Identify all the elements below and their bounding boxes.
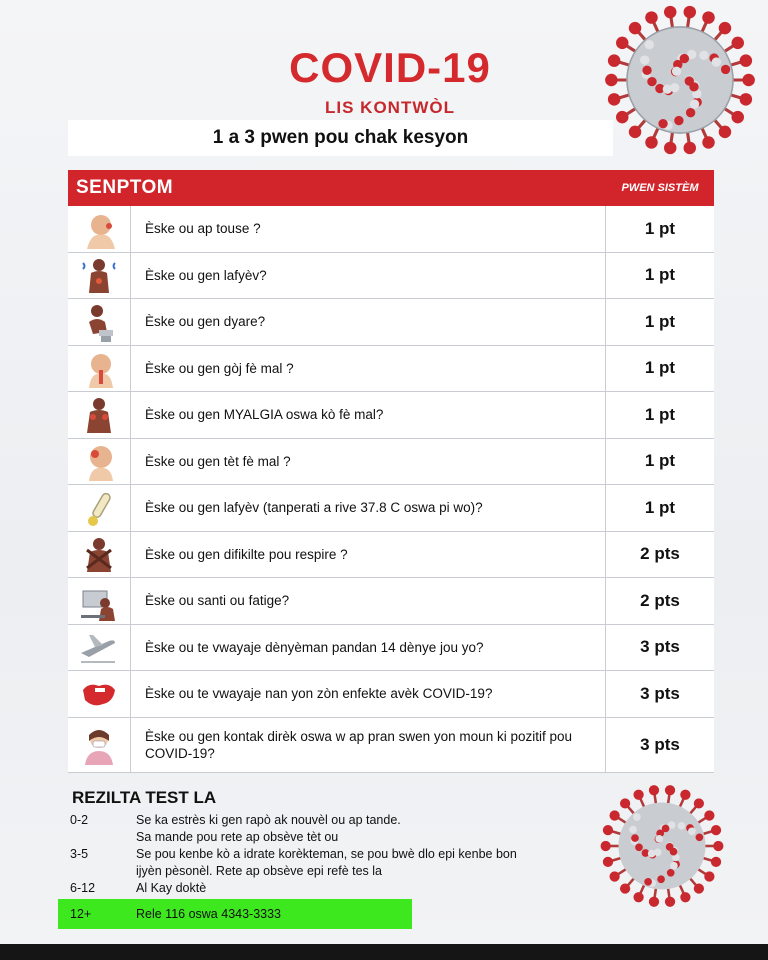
result-item: [58, 880, 598, 897]
table-row: [68, 392, 714, 439]
coronavirus-icon: [602, 2, 758, 158]
symptom-question: Èske ou gen lafyèv?: [131, 253, 606, 299]
table-row: [68, 485, 714, 532]
cough-icon: [79, 209, 119, 249]
result-item: [58, 846, 598, 880]
table-row: [68, 532, 714, 579]
page-subtitle: LIS KONTWÒL: [325, 98, 455, 117]
result-line: Se pou kenbe kò a idrate korèkteman, se pou bwè dlo epi kenbe bon: [136, 847, 517, 861]
results-list: [58, 812, 598, 929]
table-row: [68, 253, 714, 300]
symptom-points: 3 pts: [640, 637, 680, 657]
infected-map-icon: [79, 674, 119, 714]
result-line: Sa mande pou rete ap obsève tèt ou: [136, 830, 339, 844]
symptom-points: 1 pt: [644, 497, 676, 517]
points-note: 1 a 3 pwen pou chak kesyon: [68, 120, 613, 156]
symptom-question: Èske ou te vwayaje dènyèman pandan 14 dènye jou yo?: [131, 625, 606, 671]
result-item: [58, 812, 598, 846]
table-body: [68, 206, 714, 773]
column-header-symptom: SENPTOM: [76, 177, 174, 198]
table-row: [68, 671, 714, 718]
results-title: REZILTA TEST LA: [72, 788, 217, 807]
symptom-icon-cell: [68, 578, 131, 624]
symptom-icon-cell: [68, 253, 131, 299]
symptom-points: 1 pt: [644, 218, 676, 238]
symptom-points: 2 pts: [640, 590, 680, 610]
symptom-icon-cell: [68, 625, 131, 671]
symptom-icon-cell: [68, 718, 131, 772]
sore-throat-icon: [79, 348, 119, 388]
airplane-icon: [79, 627, 119, 667]
symptom-question: Èske ou gen gòj fè mal ?: [131, 346, 606, 392]
table-row: [68, 439, 714, 486]
result-range: 6-12: [70, 881, 96, 895]
fever-body-icon: [79, 255, 119, 295]
symptom-points: 3 pts: [640, 734, 680, 754]
symptom-icon-cell: [68, 346, 131, 392]
coronavirus-icon: [598, 782, 726, 910]
result-line: Se ka estrès ki gen rapò ak nouvèl ou ap tande.: [136, 813, 401, 827]
result-line: ijyèn pèsonèl. Rete ap obsève epi refè tes la: [136, 864, 382, 878]
symptom-icon-cell: [68, 485, 131, 531]
result-text: [136, 846, 598, 880]
result-range: 0-2: [70, 813, 89, 827]
bottom-border: [0, 944, 768, 960]
muscle-pain-icon: [79, 395, 119, 435]
table-row: [68, 299, 714, 346]
table-row: [68, 346, 714, 393]
result-range: 12+: [70, 906, 92, 921]
page-title: COVID-19: [289, 44, 491, 91]
table-row: [68, 578, 714, 625]
symptom-question: Èske ou gen lafyèv (tanperati a rive 37.8 C oswa pi wo)?: [131, 485, 606, 531]
symptom-points: 1 pt: [644, 358, 676, 378]
table-row: [68, 625, 714, 672]
symptom-icon-cell: [68, 206, 131, 252]
symptom-icon-cell: [68, 439, 131, 485]
symptom-points: 1 pt: [644, 311, 676, 331]
symptom-question: Èske ou gen tèt fè mal ?: [131, 439, 606, 485]
table-header: [68, 170, 714, 206]
symptom-question: Èske ou gen dyare?: [131, 299, 606, 345]
thermometer-icon: [79, 488, 119, 528]
symptom-points: 3 pts: [640, 683, 680, 703]
symptom-question: Èske ou ap touse ?: [131, 206, 606, 252]
result-range: 3-5: [70, 847, 89, 861]
table-row: [68, 718, 714, 773]
symptom-points: 1 pt: [644, 265, 676, 285]
symptom-question: Èske ou gen kontak dirèk oswa w ap pran swen yon moun ki pozitif pou COVID-19?: [131, 718, 606, 772]
symptom-points: 1 pt: [644, 404, 676, 424]
result-text: [136, 812, 598, 846]
symptom-question: Èske ou santi ou fatige?: [131, 578, 606, 624]
diarrhea-icon: [79, 302, 119, 342]
result-text: [136, 906, 412, 923]
symptom-points: 2 pts: [640, 544, 680, 564]
result-item-emergency: [58, 899, 412, 929]
symptom-points: 1 pt: [644, 451, 676, 471]
result-line: Rele 116 oswa 4343-3333: [136, 906, 282, 921]
fatigue-icon: [79, 581, 119, 621]
symptom-icon-cell: [68, 392, 131, 438]
symptom-icon-cell: [68, 299, 131, 345]
headache-icon: [79, 441, 119, 481]
symptom-icon-cell: [68, 671, 131, 717]
symptom-table: [68, 170, 714, 773]
contact-person-icon: [79, 725, 119, 765]
column-header-points: PWEN SISTÈM: [621, 182, 699, 194]
symptom-icon-cell: [68, 532, 131, 578]
result-text: [136, 880, 598, 897]
result-line: Al Kay doktè: [136, 881, 207, 895]
symptom-question: Èske ou gen difikilte pou respire ?: [131, 532, 606, 578]
symptom-question: Èske ou gen MYALGIA oswa kò fè mal?: [131, 392, 606, 438]
table-row: [68, 206, 714, 253]
breathing-difficulty-icon: [79, 534, 119, 574]
symptom-question: Èske ou te vwayaje nan yon zòn enfekte avèk COVID-19?: [131, 671, 606, 717]
